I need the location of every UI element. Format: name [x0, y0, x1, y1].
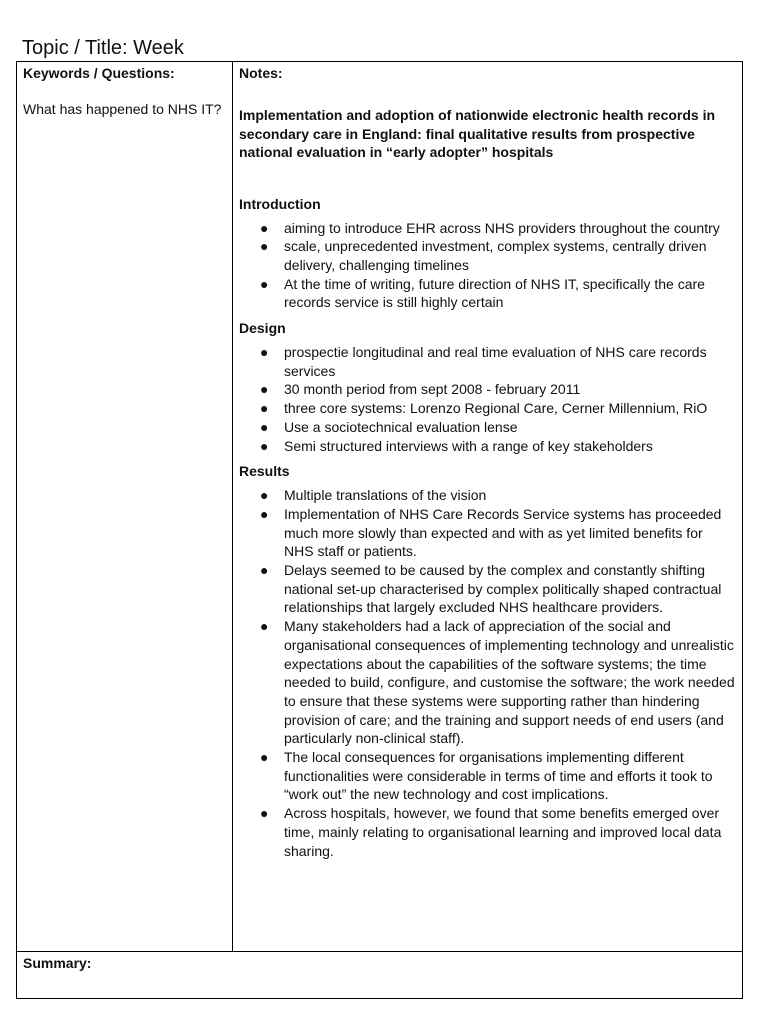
section-introduction: [239, 195, 735, 313]
list-item-text: three core systems: Lorenzo Regional Care, Cerner Millennium, RiO: [284, 400, 708, 417]
page-title: Topic / Title: Week: [22, 37, 184, 59]
section-heading: Results: [239, 463, 290, 480]
list-item: [239, 505, 735, 561]
list-item: [239, 237, 735, 274]
list-item: [239, 804, 735, 860]
notes-body: [239, 106, 735, 860]
list-item: [239, 437, 735, 456]
summary-header: Summary:: [23, 955, 92, 971]
bullet-list: [239, 219, 735, 313]
bullet-icon: ●: [260, 618, 269, 635]
bullet-icon: ●: [260, 562, 269, 579]
list-item-text: prospectie longitudinal and real time evaluation of NHS care records services: [284, 344, 707, 379]
list-item-text: scale, unprecedented investment, complex systems, centrally driven delivery, challenging timelines: [284, 238, 707, 273]
bullet-icon: ●: [260, 805, 269, 822]
list-item-text: Implementation of NHS Care Records Service systems has proceeded much more slowly than expected and with as yet limited benefits for NHS staff or patients.: [284, 505, 722, 560]
bullet-icon: ●: [260, 219, 269, 236]
article-title: Implementation and adoption of nationwide electronic health records in secondary care in England: final qualitative results from prospective national evaluation in “early adopter” hospitals: [239, 107, 716, 160]
list-item: [239, 486, 735, 505]
list-item: [239, 617, 735, 748]
bullet-list: [239, 486, 735, 860]
bullet-icon: ●: [260, 749, 269, 766]
section-heading: Design: [239, 320, 286, 337]
list-item: [239, 219, 735, 238]
list-item: [239, 275, 735, 312]
bullet-icon: ●: [260, 275, 269, 292]
notes-column: [233, 61, 743, 951]
keyword-question: What has happened to NHS IT?: [23, 101, 222, 117]
list-item: [239, 343, 735, 380]
list-item-text: Many stakeholders had a lack of appreciation of the social and organisational consequences of implementing technology and unrealistic expectations about the capabilities of the software systems; the time needed to build, configure, and customise the software; the work needed to ensure that these systems were supporting rather than hindering provision of care; and the training and support needs of end users (and particularly non-clinical staff).: [284, 618, 735, 747]
list-item: [239, 418, 735, 437]
bullet-icon: ●: [260, 381, 269, 398]
section-design: [239, 319, 735, 455]
list-item-text: Semi structured interviews with a range of key stakeholders: [284, 437, 653, 454]
keywords-header: Keywords / Questions:: [23, 65, 175, 81]
list-item-text: Multiple translations of the vision: [284, 487, 487, 504]
bullet-icon: ●: [260, 344, 269, 361]
list-item: [239, 561, 735, 617]
list-item-text: At the time of writing, future direction of NHS IT, specifically the care records service is still highly certain: [284, 275, 705, 311]
list-item-text: aiming to introduce EHR across NHS providers throughout the country: [284, 219, 720, 236]
list-item: [239, 399, 735, 418]
list-item-text: Across hospitals, however, we found that some benefits emerged over time, mainly relating to organisational learning and improved local data sharing.: [284, 805, 722, 859]
list-item-text: Use a sociotechnical evaluation lense: [284, 418, 518, 435]
list-item: [239, 748, 735, 804]
notes-header: Notes:: [239, 65, 283, 81]
list-item: [239, 380, 735, 399]
bullet-icon: ●: [260, 487, 269, 504]
section-results: [239, 462, 735, 860]
bullet-list: [239, 343, 735, 455]
list-item-text: The local consequences for organisations implementing different functionalities were considerable in terms of time and efforts it took to “work out” the new technology and cost implications.: [284, 749, 713, 803]
section-heading: Introduction: [239, 195, 321, 212]
list-item-text: 30 month period from sept 2008 - february 2011: [284, 381, 581, 398]
summary-row: [16, 952, 743, 999]
bullet-icon: ●: [260, 418, 269, 435]
bullet-icon: ●: [260, 400, 269, 417]
list-item-text: Delays seemed to be caused by the complex and constantly shifting national set-up characterised by complex politically shaped contractual relationships that largely excluded NHS healthcare providers.: [284, 562, 722, 616]
keywords-column: [16, 61, 232, 951]
bullet-icon: ●: [260, 505, 269, 522]
bullet-icon: ●: [260, 437, 269, 454]
bullet-icon: ●: [260, 238, 269, 255]
